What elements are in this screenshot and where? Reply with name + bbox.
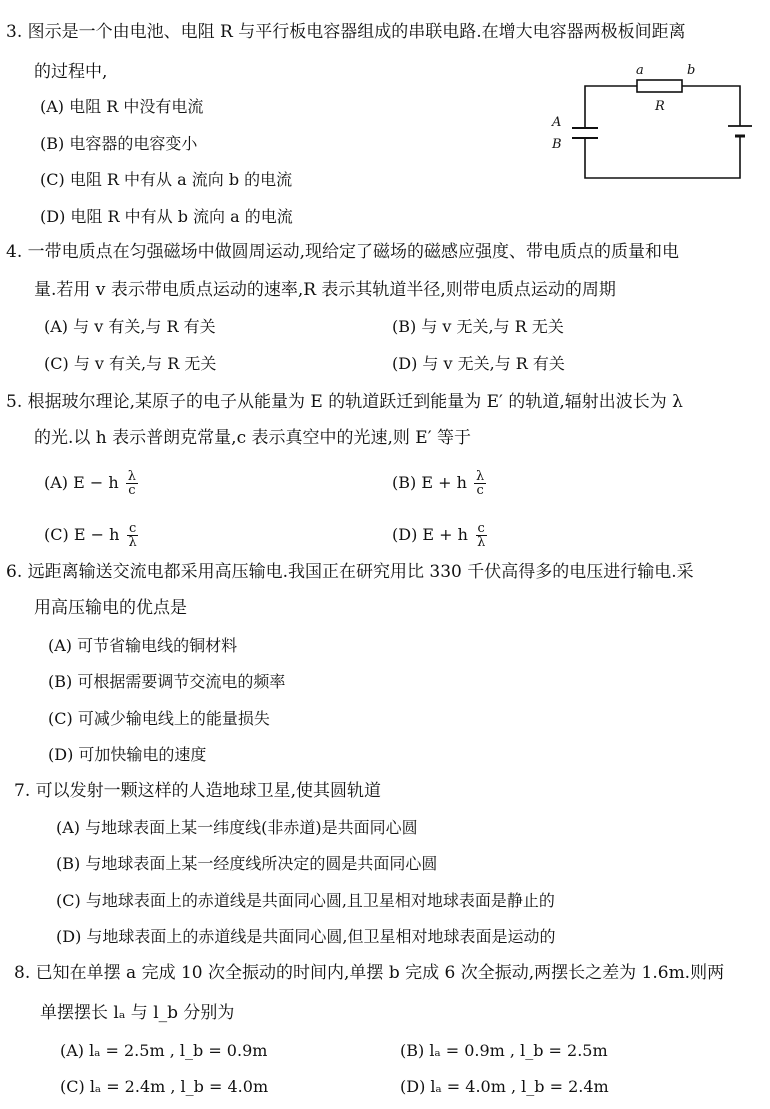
q4-option-d: (D) 与 v 无关,与 R 有关 (392, 354, 565, 373)
circuit-diagram (540, 58, 770, 188)
q3-option-b: (B) 电容器的电容变小 (40, 134, 198, 153)
fraction-numerator: λ (127, 469, 137, 484)
q4-option-c: (C) 与 v 有关,与 R 无关 (44, 354, 217, 373)
q8-option-b: (B) lₐ = 0.9m , l_b = 2.5m (400, 1041, 608, 1060)
fraction-denominator: λ (128, 535, 137, 550)
q7-option-c: (C) 与地球表面上的赤道线是共面同心圆,且卫星相对地球表面是静止的 (56, 891, 555, 910)
q8-stem-line2: 单摆摆长 lₐ 与 l_b 分别为 (40, 1003, 235, 1023)
q5-option-b (392, 470, 486, 497)
label-a: a (636, 63, 644, 78)
q6-option-b: (B) 可根据需要调节交流电的频率 (48, 672, 286, 691)
q6-stem-line1: 6. 远距离输送交流电都采用高压输电.我国正在研究用比 330 千伏高得多的电压进行输电.采 (6, 562, 694, 582)
q5-option-a-prefix: (A) E − h (44, 473, 119, 492)
q7-option-d: (D) 与地球表面上的赤道线是共面同心圆,但卫星相对地球表面是运动的 (56, 927, 556, 946)
q7-option-a: (A) 与地球表面上某一纬度线(非赤道)是共面同心圆 (56, 818, 418, 837)
q8-option-a: (A) lₐ = 2.5m , l_b = 0.9m (60, 1041, 268, 1060)
q6-stem-line2: 用高压输电的优点是 (34, 598, 187, 618)
q5-option-d (392, 522, 487, 549)
q3-stem-line2: 的过程中, (34, 62, 108, 82)
q6-option-c: (C) 可减少输电线上的能量损失 (48, 709, 270, 728)
q7-stem-line1: 7. 可以发射一颗这样的人造地球卫星,使其圆轨道 (14, 781, 382, 801)
q5-option-b-fraction (474, 470, 486, 497)
q3-option-a: (A) 电阻 R 中没有电流 (40, 97, 204, 116)
fraction-numerator: λ (475, 469, 485, 484)
q3-option-d: (D) 电阻 R 中有从 b 流向 a 的电流 (40, 207, 293, 226)
q6-option-d: (D) 可加快输电的速度 (48, 745, 207, 764)
q5-option-b-prefix: (B) E + h (392, 473, 467, 492)
fraction-denominator: c (476, 483, 484, 498)
fraction-denominator: λ (477, 535, 486, 550)
fraction-denominator: c (128, 483, 136, 498)
q5-option-d-fraction (475, 522, 487, 549)
label-A: A (552, 115, 562, 130)
q5-option-c (44, 522, 139, 549)
q3-option-c: (C) 电阻 R 中有从 a 流向 b 的电流 (40, 170, 293, 189)
q3-stem-line1: 3. 图示是一个由电池、电阻 R 与平行板电容器组成的串联电路.在增大电容器两极板间距离 (6, 22, 686, 42)
q5-stem-line2: 的光.以 h 表示普朗克常量,c 表示真空中的光速,则 E′ 等于 (34, 428, 471, 448)
q4-option-a: (A) 与 v 有关,与 R 有关 (44, 317, 216, 336)
label-R: R (655, 99, 665, 114)
q5-stem-line1: 5. 根据玻尔理论,某原子的电子从能量为 E 的轨道跃迁到能量为 E′ 的轨道,辐射出波长为 λ (6, 392, 683, 412)
q5-option-a-fraction (126, 470, 138, 497)
label-B: B (552, 137, 562, 152)
q8-option-d: (D) lₐ = 4.0m , l_b = 2.4m (400, 1077, 609, 1096)
fraction-numerator: c (128, 521, 137, 536)
q4-option-b: (B) 与 v 无关,与 R 无关 (392, 317, 564, 336)
label-b: b (687, 63, 696, 78)
q5-option-c-fraction (126, 522, 138, 549)
q6-option-a: (A) 可节省输电线的铜材料 (48, 636, 238, 655)
q7-option-b: (B) 与地球表面上某一经度线所决定的圆是共面同心圆 (56, 854, 438, 873)
q5-option-d-prefix: (D) E + h (392, 525, 468, 544)
resistor (637, 80, 682, 92)
q4-stem-line1: 4. 一带电质点在匀强磁场中做圆周运动,现给定了磁场的磁感应强度、带电质点的质量和电 (6, 242, 680, 262)
q8-option-c: (C) lₐ = 2.4m , l_b = 4.0m (60, 1077, 269, 1096)
q8-stem-line1: 8. 已知在单摆 a 完成 10 次全振动的时间内,单摆 b 完成 6 次全振动,两摆长之差为 1.6m.则两 (14, 963, 725, 983)
q5-option-a (44, 470, 138, 497)
fraction-numerator: c (477, 521, 485, 536)
q5-option-c-prefix: (C) E − h (44, 525, 120, 544)
q4-stem-line2: 量.若用 v 表示带电质点运动的速率,R 表示其轨道半径,则带电质点运动的周期 (34, 280, 616, 300)
